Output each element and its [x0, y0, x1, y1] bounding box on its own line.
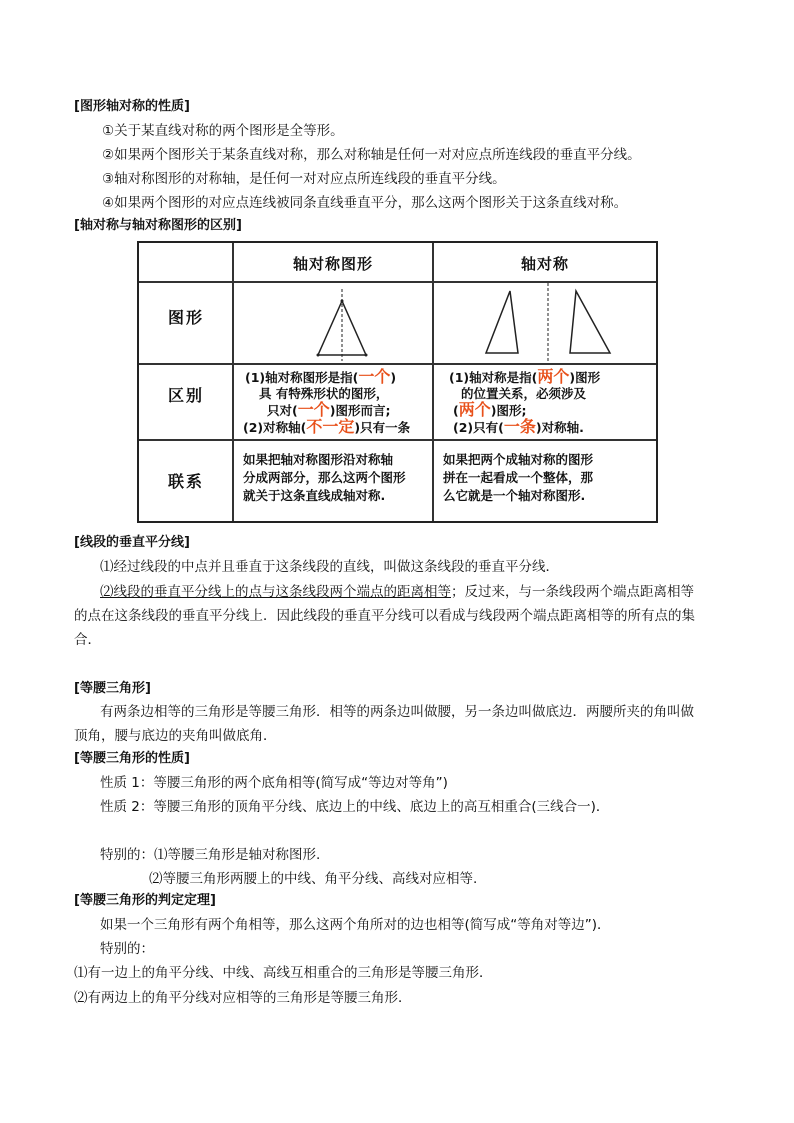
- diff-left-one: 一个: [358, 367, 391, 386]
- property-item-1: ①关于某直线对称的两个图形是全等形。: [102, 123, 344, 139]
- diff-right-line2: 的位置关系，必须涉及: [461, 386, 587, 401]
- diff-right-line4a: (2)只有(: [453, 420, 504, 435]
- diff-left-not-necessarily: 不一定: [306, 417, 355, 436]
- isosceles-special-1: 特别的：⑴等腰三角形是轴对称图形.: [100, 847, 321, 863]
- diff-left-line1a: (1)轴对称图形是指(: [245, 370, 359, 385]
- section-title-difference: [轴对称与轴对称图形的区别]: [74, 218, 242, 233]
- isosceles-definition-line2: 顶角，腰与底边的夹角叫做底角．: [74, 728, 277, 744]
- criteria-theorem: 如果一个三角形有两个角相等，那么这两个角所对的边也相等(简写成“等角对等边”)．: [100, 917, 611, 933]
- row-label-difference: 区别: [167, 386, 204, 405]
- comparison-table: [137, 241, 658, 523]
- row-label-connection: 联系: [167, 472, 204, 491]
- diff-right-one-line: 一条: [503, 417, 536, 436]
- criteria-special-label: 特别的：: [100, 941, 154, 957]
- section-title-axial-symmetry-properties: [图形轴对称的性质]: [74, 99, 190, 114]
- link-left-line3: 就关于这条直线成轴对称.: [243, 488, 386, 503]
- diff-right-line3a: (: [453, 403, 459, 418]
- criteria-item-2: ⑵有两边上的角平分线对应相等的三角形是等腰三角形．: [74, 990, 412, 1006]
- link-right-line1: 如果把两个成轴对称的图形: [443, 452, 594, 467]
- diff-left-one-2: 一个: [297, 400, 330, 419]
- isosceles-property-1: 性质 1：等腰三角形的两个底角相等(简写成“等边对等角”): [100, 775, 448, 791]
- bisector-property-rest: ；反过来，与一条线段两个端点距离相等: [451, 584, 694, 600]
- diff-left-line1c: ): [390, 370, 397, 385]
- criteria-item-1: ⑴有一边上的角平分线、中线、高线互相重合的三角形是等腰三角形．: [74, 965, 493, 981]
- isosceles-definition-line1: 有两条边相等的三角形是等腰三角形．相等的两条边叫做腰，另一条边叫做底边．两腰所夹的角叫做: [100, 704, 694, 720]
- diff-left-line3c: )图形而言;: [329, 403, 391, 418]
- header-axial-figure: 轴对称图形: [292, 255, 373, 273]
- link-left-line1: 如果把轴对称图形沿对称轴: [243, 452, 394, 467]
- diff-right-line1c: )图形: [569, 370, 601, 385]
- diff-left-line4a: (2)对称轴(: [243, 420, 307, 435]
- section-title-perpendicular-bisector: [线段的垂直平分线]: [74, 535, 190, 550]
- property-item-2: ②如果两个图形关于某条直线对称，那么对称轴是任何一对对应点所连线段的垂直平分线。: [102, 147, 641, 163]
- bisector-property-underlined: ⑵线段的垂直平分线上的点与这条线段两个端点的距离相等: [100, 584, 451, 600]
- section-title-isosceles-criteria: [等腰三角形的判定定理]: [74, 893, 216, 908]
- bisector-property-line3: 合．: [74, 632, 101, 648]
- isosceles-property-2: 性质 2：等腰三角形的顶角平分线、底边上的中线、底边上的高互相重合(三线合一)．: [100, 799, 610, 815]
- property-item-4: ④如果两个图形的对应点连线被同条直线垂直平分，那么这两个图形关于这条直线对称。: [102, 195, 628, 211]
- isosceles-special-2: ⑵等腰三角形两腰上的中线、角平分线、高线对应相等.: [149, 871, 478, 887]
- diff-right-two-2: 两个: [458, 400, 491, 419]
- diff-right-two: 两个: [537, 367, 570, 386]
- row-label-figure: 图形: [167, 308, 204, 327]
- bisector-definition: ⑴经过线段的中点并且垂直于这条线段的直线，叫做这条线段的垂直平分线．: [100, 559, 559, 575]
- isosceles-triangle-figure: [304, 287, 374, 363]
- diff-right-line4c: )对称轴.: [535, 420, 584, 435]
- symmetric-triangles-figure: [474, 283, 624, 363]
- section-title-isosceles-triangle: [等腰三角形]: [74, 681, 151, 696]
- property-item-3: ③轴对称图形的对称轴，是任何一对对应点所连线段的垂直平分线。: [102, 171, 506, 187]
- link-right-line2: 拼在一起看成一个整体，那: [443, 470, 594, 485]
- diff-right-line1a: (1)轴对称是指(: [449, 370, 538, 385]
- section-title-isosceles-properties: [等腰三角形的性质]: [74, 751, 190, 766]
- diff-left-line3a: 只对(: [267, 403, 298, 418]
- diff-left-line4c: )只有一条: [354, 420, 411, 435]
- link-right-line3: 么它就是一个轴对称图形.: [443, 488, 586, 503]
- diff-right-line3c: )图形;: [490, 403, 527, 418]
- bisector-property-line2: 的点在这条线段的垂直平分线上．因此线段的垂直平分线可以看成与线段两个端点距离相等的所有点的集: [74, 608, 695, 624]
- diff-left-line2: 具 有特殊形状的图形，: [259, 386, 389, 401]
- link-left-line2: 分成两部分，那么这两个图形: [243, 470, 406, 485]
- header-axial-symmetry: 轴对称: [520, 255, 569, 273]
